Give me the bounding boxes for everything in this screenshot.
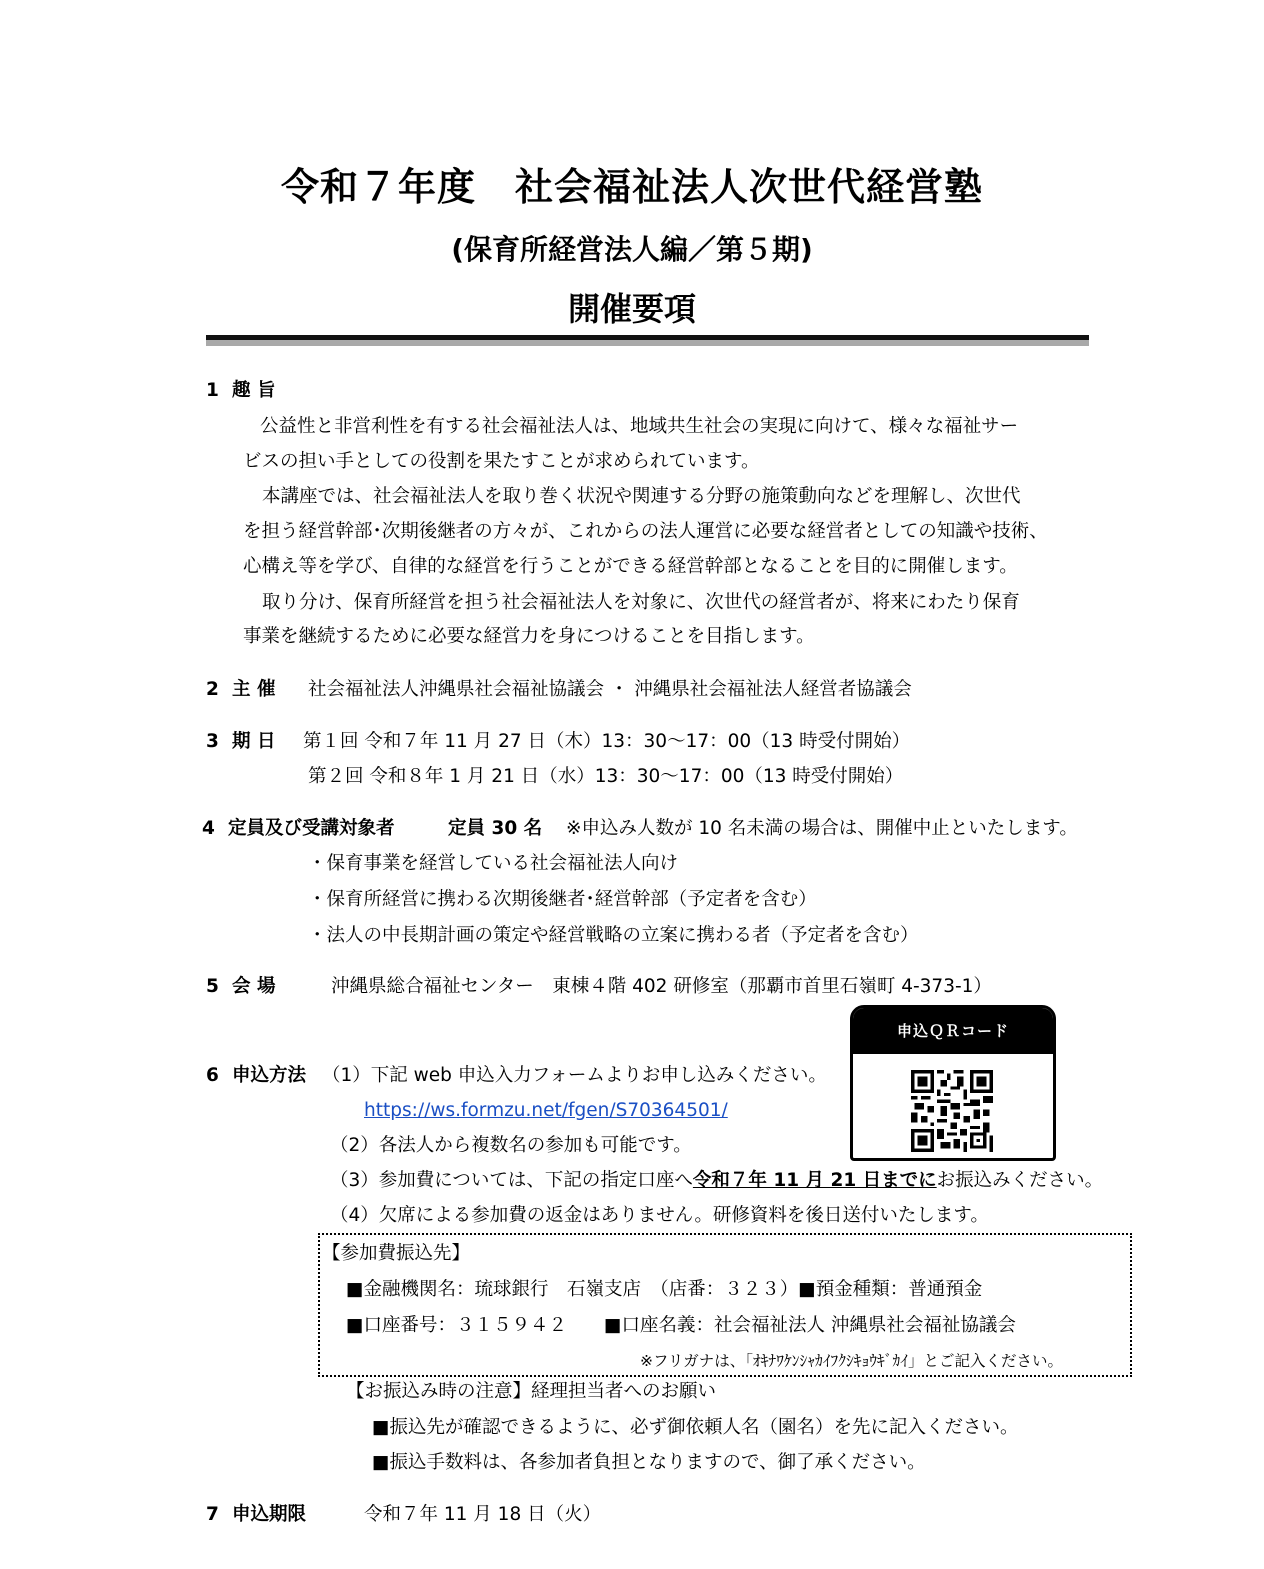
application-form-link[interactable]: https://ws.formzu.net/fgen/S70364501/ <box>364 1100 728 1121</box>
section-3-heading: 3 期 日 <box>206 731 276 752</box>
apply-method-4: （4）欠席による参加費の返金はありません。研修資料を後日送付いたします。 <box>330 1205 989 1226</box>
bank-info-line: ■金融機関名：琉球銀行 石嶺支店 （店番：３２３）■預金種類：普通預金 <box>346 1279 983 1300</box>
section-7-heading: 7 申込期限 <box>206 1504 307 1525</box>
document-type: 開催要項 <box>567 290 696 328</box>
qr-code-label: 申込ＱＲコード <box>853 1008 1053 1054</box>
application-deadline: 令和７年 11 月 18 日（火） <box>364 1504 602 1525</box>
section-1-line: 公益性と非営利性を有する社会福祉法人は、地域共生社会の実現に向けて、様々な福祉サー <box>260 416 1019 437</box>
furigana-note: ※フリガナは、「ｵｷﾅﾜｹﾝｼｬｶｲﾌｸｼｷｮｳｷﾞｶｲ」とご記入ください。 <box>640 1352 1063 1370</box>
section-1-heading: 1 趣 旨 <box>206 380 276 401</box>
section-1-line: ビスの担い手としての役割を果たすことが求められています。 <box>243 451 760 472</box>
capacity-text: 定員 30 名 <box>448 818 543 839</box>
date-session-2: 第２回 令和８年 1 月 21 日（水）13：30～17：00（13 時受付開始） <box>308 766 904 787</box>
section-2-heading: 2 主 催 <box>206 679 276 700</box>
bank-info-title: 【参加費振込先】 <box>322 1243 471 1264</box>
section-6-heading: 6 申込方法 <box>206 1065 307 1086</box>
section-5-heading: 5 会 場 <box>206 976 276 997</box>
section-1-line: 事業を継続するために必要な経営力を身につけることを目指します。 <box>243 626 815 647</box>
transfer-caution-title: 【お振込み時の注意】経理担当者へのお願い <box>346 1381 717 1402</box>
transfer-caution-line: ■振込手数料は、各参加者負担となりますので、御了承ください。 <box>372 1452 926 1473</box>
apply-method-3: （3）参加費については、下記の指定口座へ令和７年 11 月 21 日までにお振込みください。 <box>330 1170 1104 1191</box>
qr-code-icon[interactable] <box>911 1070 993 1152</box>
section-4-heading: 4 定員及び受講対象者 <box>202 818 395 839</box>
section-1-line: 本講座では、社会福祉法人を取り巻く状況や関連する分野の施策動向などを理解し、次世代 <box>262 486 1021 507</box>
page-title: 令和７年度 社会福祉法人次世代経営塾 <box>280 165 983 209</box>
date-session-1: 第１回 令和７年 11 月 27 日（木）13：30～17：00（13 時受付開始） <box>303 731 911 752</box>
section-1-line: 心構え等を学び、自律的な経営を行うことができる経営幹部となることを目的に開催します。 <box>243 556 1018 577</box>
target-item: ・保育所経営に携わる次期後継者･経営幹部（予定者を含む） <box>308 889 817 910</box>
bank-info-line: ■口座番号：３１５９４２ ■口座名義：社会福祉法人 沖縄県社会福祉協議会 <box>346 1315 1016 1336</box>
transfer-caution-line: ■振込先が確認できるように、必ず御依頼人名（園名）を先に記入ください。 <box>372 1417 1019 1438</box>
venue-text: 沖縄県総合福祉センター 東棟４階 402 研修室（那覇市首里石嶺町 4-373-1） <box>331 976 992 997</box>
section-1-line: 取り分け、保育所経営を担う社会福祉法人を対象に、次世代の経営者が、将来にわたり保育 <box>262 592 1020 613</box>
apply-method-2: （2）各法人から複数名の参加も可能です。 <box>330 1135 692 1156</box>
title-rule-shadow <box>206 340 1089 346</box>
section-1-line: を担う経営幹部･次期後継者の方々が、これからの法人運営に必要な経営者としての知識や技術、 <box>243 521 1048 542</box>
target-item: ・保育事業を経営している社会福祉法人向け <box>308 853 679 874</box>
payment-deadline: 令和７年 11 月 21 日までに <box>692 1170 937 1191</box>
target-item: ・法人の中長期計画の策定や経営戦略の立案に携わる者（予定者を含む） <box>308 925 919 946</box>
qr-code-box <box>850 1005 1056 1161</box>
apply-method-1: （1）下記 web 申込入力フォームよりお申し込みください。 <box>322 1065 827 1086</box>
organizer-text: 社会福祉法人沖縄県社会福祉協議会 ・ 沖縄県社会福祉法人経営者協議会 <box>308 679 912 700</box>
page-subtitle: (保育所経営法人編／第５期) <box>451 233 813 266</box>
capacity-note: ※申込み人数が 10 名未満の場合は、開催中止といたします。 <box>566 818 1078 839</box>
